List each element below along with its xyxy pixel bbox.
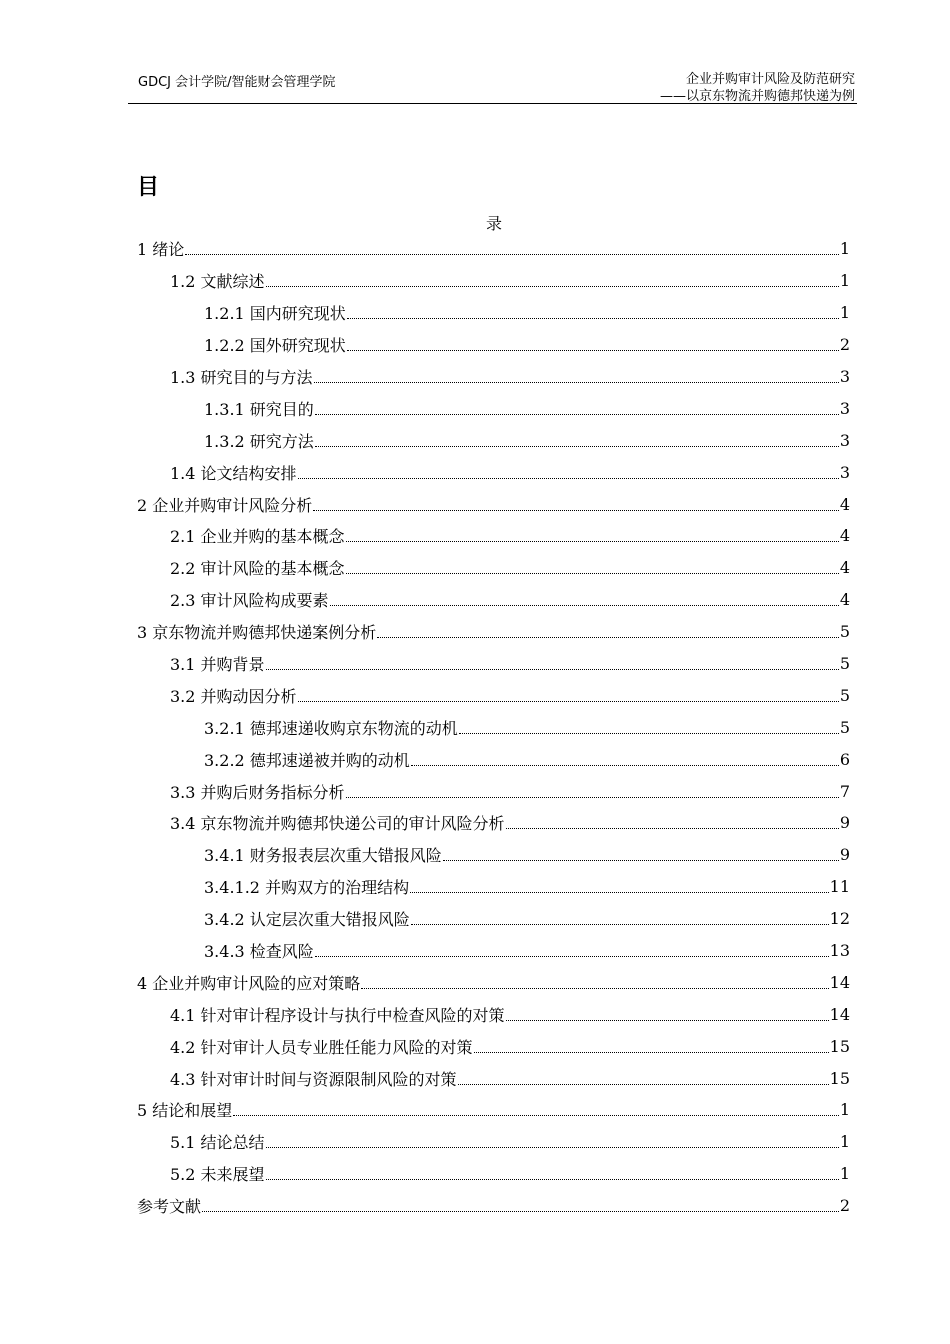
toc-entry-page: 1	[839, 303, 850, 323]
toc-entry-label: 3.4.1 财务报表层次重大错报风险	[204, 846, 442, 866]
toc-entry-label: 3.1 并购背景	[170, 655, 265, 675]
toc-entry[interactable]	[137, 966, 850, 998]
toc-entry[interactable]	[137, 935, 850, 967]
toc-entry-label: 3.2.1 德邦速递收购京东物流的动机	[204, 718, 458, 738]
toc-entry[interactable]	[137, 711, 850, 743]
toc-entry-label: 参考文献	[137, 1197, 202, 1217]
toc-leader	[458, 1084, 829, 1085]
toc-entry[interactable]	[137, 679, 850, 711]
toc-entry-label: 3.4 京东物流并购德邦快递公司的审计风险分析	[170, 814, 505, 834]
toc-entry-label: 3 京东物流并购德邦快递案例分析	[137, 623, 377, 643]
toc-leader	[347, 318, 839, 319]
toc-leader	[315, 414, 839, 415]
toc-entry-page: 3	[839, 367, 850, 386]
toc-entry[interactable]	[137, 361, 850, 393]
table-of-contents	[137, 233, 850, 1222]
toc-entry-page: 1	[839, 1132, 850, 1152]
toc-entry[interactable]	[137, 839, 850, 871]
toc-leader	[202, 1211, 839, 1212]
toc-entry-page: 1	[839, 239, 850, 259]
toc-entry-label: 2.3 审计风险构成要素	[170, 591, 329, 611]
toc-entry[interactable]	[137, 1126, 850, 1158]
toc-leader	[185, 254, 839, 255]
header-right	[660, 71, 855, 105]
toc-entry-page: 12	[829, 909, 850, 929]
toc-entry-label: 4.3 针对审计时间与资源限制风险的对策	[170, 1069, 457, 1089]
toc-entry[interactable]	[137, 456, 850, 488]
toc-leader	[315, 956, 829, 957]
toc-entry[interactable]	[137, 233, 850, 265]
toc-entry-page: 3	[839, 430, 850, 450]
header-title: 企业并购审计风险及防范研究	[685, 72, 855, 87]
toc-entry-label: 1.3.2 研究方法	[204, 431, 314, 451]
toc-leader	[313, 510, 839, 511]
toc-entry-page: 2	[839, 1196, 850, 1216]
toc-leader	[361, 988, 828, 989]
toc-entry[interactable]	[137, 903, 850, 935]
toc-entry-label: 3.4.3 检查风险	[204, 942, 314, 962]
toc-entry-page: 7	[839, 781, 850, 801]
toc-entry[interactable]	[137, 871, 850, 903]
toc-entry-page: 1	[839, 1164, 850, 1184]
toc-entry-page: 1	[839, 271, 850, 291]
toc-leader	[346, 541, 839, 542]
toc-entry-page: 3	[839, 398, 850, 418]
toc-entry-label: 4.1 针对审计程序设计与执行中检查风险的对策	[170, 1005, 505, 1025]
toc-entry-page: 4	[839, 526, 850, 546]
toc-entry-page: 15	[829, 1036, 850, 1056]
toc-title-first-char: 目	[137, 175, 160, 200]
toc-entry-page: 5	[839, 622, 850, 642]
toc-entry[interactable]	[137, 1158, 850, 1190]
toc-leader	[346, 573, 839, 574]
toc-entry-page: 3	[839, 462, 850, 482]
header-rule	[128, 103, 857, 104]
toc-leader	[330, 605, 839, 606]
toc-entry[interactable]	[137, 424, 850, 456]
toc-entry[interactable]	[137, 775, 850, 807]
toc-leader	[443, 860, 839, 861]
toc-leader	[266, 286, 839, 287]
toc-entry-label: 5.2 未来展望	[170, 1165, 265, 1185]
header-subtitle: ——以京东物流并购德邦快递为例	[659, 89, 855, 104]
toc-entry[interactable]	[137, 807, 850, 839]
toc-entry[interactable]	[137, 265, 850, 297]
toc-entry-label: 3.4.1.2 并购双方的治理结构	[204, 878, 410, 898]
toc-entry-label: 2 企业并购审计风险分析	[137, 495, 313, 515]
toc-entry-label: 1.3 研究目的与方法	[170, 368, 313, 387]
toc-entry[interactable]	[137, 743, 850, 775]
toc-entry-page: 11	[829, 877, 850, 897]
toc-entry-page: 15	[829, 1068, 850, 1088]
toc-entry-label: 1.2.1 国内研究现状	[204, 304, 346, 324]
toc-entry[interactable]	[137, 297, 850, 329]
toc-entry[interactable]	[137, 392, 850, 424]
toc-entry-label: 3.4.2 认定层次重大错报风险	[204, 910, 410, 930]
toc-entry[interactable]	[137, 998, 850, 1030]
toc-leader	[474, 1052, 829, 1053]
toc-leader	[346, 797, 839, 798]
toc-entry-label: 5.1 结论总结	[170, 1133, 265, 1153]
toc-leader	[266, 1147, 839, 1148]
toc-leader	[298, 701, 839, 702]
toc-leader	[410, 892, 829, 893]
toc-entry-label: 2.2 审计风险的基本概念	[170, 559, 345, 579]
toc-entry-page: 13	[829, 941, 850, 961]
toc-leader	[506, 828, 839, 829]
toc-entry-page: 4	[839, 494, 850, 514]
toc-entry[interactable]	[137, 1094, 850, 1126]
toc-entry[interactable]	[137, 488, 850, 520]
toc-entry[interactable]	[137, 552, 850, 584]
toc-entry[interactable]	[137, 1190, 850, 1222]
toc-leader	[314, 382, 839, 383]
toc-entry-page: 14	[829, 972, 850, 992]
toc-entry-page: 9	[839, 813, 850, 833]
toc-entry[interactable]	[137, 520, 850, 552]
toc-entry-label: 1.4 论文结构安排	[170, 463, 297, 483]
toc-entry[interactable]	[137, 329, 850, 361]
toc-entry-page: 9	[839, 845, 850, 865]
toc-entry-page: 5	[839, 717, 850, 737]
toc-entry-label: 4.2 针对审计人员专业胜任能力风险的对策	[170, 1037, 473, 1057]
toc-leader	[266, 669, 839, 670]
toc-leader	[233, 1115, 839, 1116]
toc-entry-label: 1 绪论	[137, 240, 185, 260]
toc-leader	[411, 765, 839, 766]
toc-entry-label: 1.2.2 国外研究现状	[204, 336, 346, 356]
toc-entry-label: 2.1 企业并购的基本概念	[170, 527, 345, 547]
toc-entry[interactable]	[137, 648, 850, 680]
toc-entry-page: 4	[839, 558, 850, 578]
toc-title-second-char: 录	[485, 214, 502, 233]
toc-leader	[377, 637, 839, 638]
toc-entry-page: 1	[839, 1100, 850, 1120]
toc-entry-page: 4	[839, 590, 850, 610]
toc-entry[interactable]	[137, 1030, 850, 1062]
toc-entry-page: 5	[839, 685, 850, 705]
toc-entry[interactable]	[137, 1062, 850, 1094]
toc-leader	[315, 446, 839, 447]
toc-entry-label: 3.3 并购后财务指标分析	[170, 782, 345, 802]
toc-entry-page: 5	[839, 654, 850, 674]
toc-entry-page: 14	[829, 1004, 850, 1024]
toc-entry-label: 5 结论和展望	[137, 1101, 233, 1121]
toc-leader	[298, 478, 839, 479]
toc-entry-label: 3.2 并购动因分析	[170, 686, 297, 706]
toc-leader	[411, 924, 829, 925]
toc-leader	[459, 733, 839, 734]
toc-entry-label: 3.2.2 德邦速递被并购的动机	[204, 750, 410, 770]
header-left: GDCJ 会计学院/智能财会管理学院	[138, 75, 336, 90]
toc-entry[interactable]	[137, 584, 850, 616]
toc-entry-label: 1.2 文献综述	[170, 272, 265, 292]
toc-entry-label: 4 企业并购审计风险的应对策略	[137, 973, 361, 993]
toc-entry-label: 1.3.1 研究目的	[204, 399, 314, 419]
toc-leader	[266, 1179, 839, 1180]
toc-leader	[347, 350, 839, 351]
toc-entry[interactable]	[137, 616, 850, 648]
toc-entry-page: 6	[839, 749, 850, 769]
toc-leader	[506, 1020, 829, 1021]
toc-entry-page: 2	[839, 335, 850, 355]
